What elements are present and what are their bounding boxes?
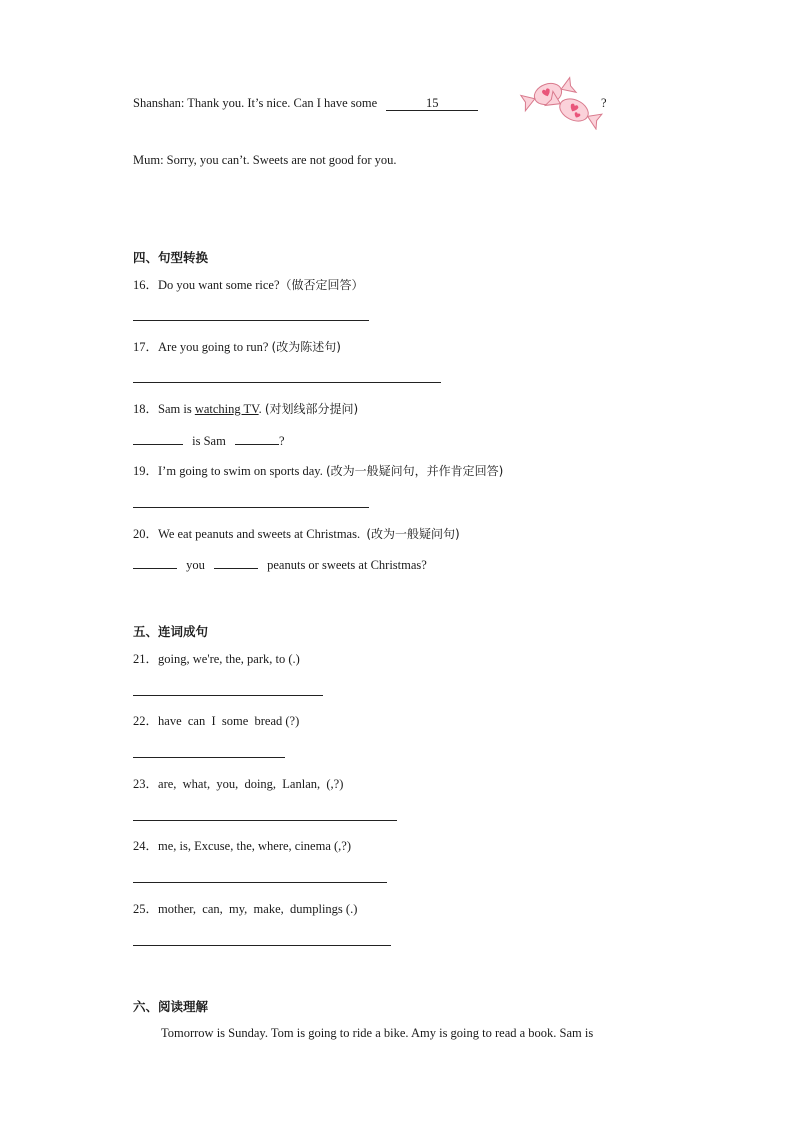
q20-hint: (改为一般疑问句) <box>366 527 460 541</box>
q19-text: I’m going to swim on sports day. <box>158 464 323 478</box>
question-17 <box>133 339 341 355</box>
section5-heading: 五、连词成句 <box>133 624 209 639</box>
answer-18-mid: is Sam <box>192 434 226 448</box>
q17-number: 17． <box>133 340 159 354</box>
q18-hint: (对划线部分提问) <box>264 402 359 416</box>
blank-15-number: 15 <box>426 96 439 110</box>
question-20 <box>133 526 460 542</box>
q19-hint: (改为一般疑问句，并作肯定回答) <box>325 464 504 478</box>
answer-18-blank-1[interactable] <box>133 444 183 445</box>
q23-text: are, what, you, doing, Lanlan, (,?) <box>158 777 344 791</box>
q18-pre: Sam is <box>158 402 195 416</box>
q25-number: 25． <box>133 902 159 916</box>
q16-text: Do you want some rice? <box>158 278 280 292</box>
q25-text: mother, can, my, make, dumplings (.) <box>158 902 358 916</box>
q24-text: me, is, Excuse, the, where, cinema (,?) <box>158 839 351 853</box>
q22-text: have can I some bread (?) <box>158 714 300 728</box>
section6-heading: 六、阅读理解 <box>133 999 209 1014</box>
q21-text: going, we're, the, park, to (.) <box>158 652 300 666</box>
question-24 <box>133 838 351 854</box>
answer-20-end: peanuts or sweets at Christmas? <box>267 558 427 572</box>
question-18 <box>133 401 358 417</box>
answer-line-22[interactable] <box>133 757 285 758</box>
answer-line-23[interactable] <box>133 820 397 821</box>
q24-number: 24． <box>133 839 159 853</box>
question-16 <box>133 277 364 293</box>
answer-line-19[interactable] <box>133 507 369 508</box>
q16-hint: （做否定回答） <box>279 278 364 292</box>
dialogue-line-1 <box>133 95 478 111</box>
answer-20-blank-1[interactable] <box>133 568 177 569</box>
q20-number: 20． <box>133 527 159 541</box>
answer-20 <box>133 557 427 573</box>
question-21 <box>133 651 300 667</box>
answer-18 <box>133 433 285 449</box>
section4-heading: 四、句型转换 <box>133 250 209 265</box>
answer-line-21[interactable] <box>133 695 323 696</box>
answer-18-end: ? <box>278 434 285 448</box>
dialogue-line-1-text: Shanshan: Thank you. It’s nice. Can I have some <box>133 96 378 110</box>
answer-18-blank-2[interactable] <box>235 444 279 445</box>
q18-post: . <box>258 402 262 416</box>
question-25 <box>133 901 357 917</box>
question-19 <box>133 463 503 479</box>
q19-number: 19． <box>133 464 159 478</box>
answer-20-mid: you <box>186 558 205 572</box>
reading-passage: Tomorrow is Sunday. Tom is going to ride a bike. Amy is going to read a book. Sam is <box>161 1026 594 1040</box>
blank-15[interactable] <box>386 97 478 111</box>
q21-number: 21． <box>133 652 159 666</box>
q17-text: Are you going to run? <box>158 340 269 354</box>
answer-line-25[interactable] <box>133 945 391 946</box>
answer-line-16[interactable] <box>133 320 369 321</box>
q20-text: We eat peanuts and sweets at Christmas. <box>158 527 361 541</box>
answer-line-24[interactable] <box>133 882 387 883</box>
dialogue-line-2: Mum: Sorry, you can’t. Sweets are not good for you. <box>133 153 397 167</box>
dialogue-question-mark: ? <box>601 96 607 110</box>
question-23 <box>133 776 343 792</box>
answer-20-blank-2[interactable] <box>214 568 258 569</box>
q17-hint: (改为陈述句) <box>271 340 341 354</box>
q18-number: 18． <box>133 402 159 416</box>
q23-number: 23． <box>133 777 159 791</box>
question-22 <box>133 713 299 729</box>
answer-line-17[interactable] <box>133 382 441 383</box>
q18-underlined: watching TV <box>194 402 259 416</box>
q16-number: 16． <box>133 278 159 292</box>
candy-icon <box>518 72 606 130</box>
q22-number: 22． <box>133 714 159 728</box>
